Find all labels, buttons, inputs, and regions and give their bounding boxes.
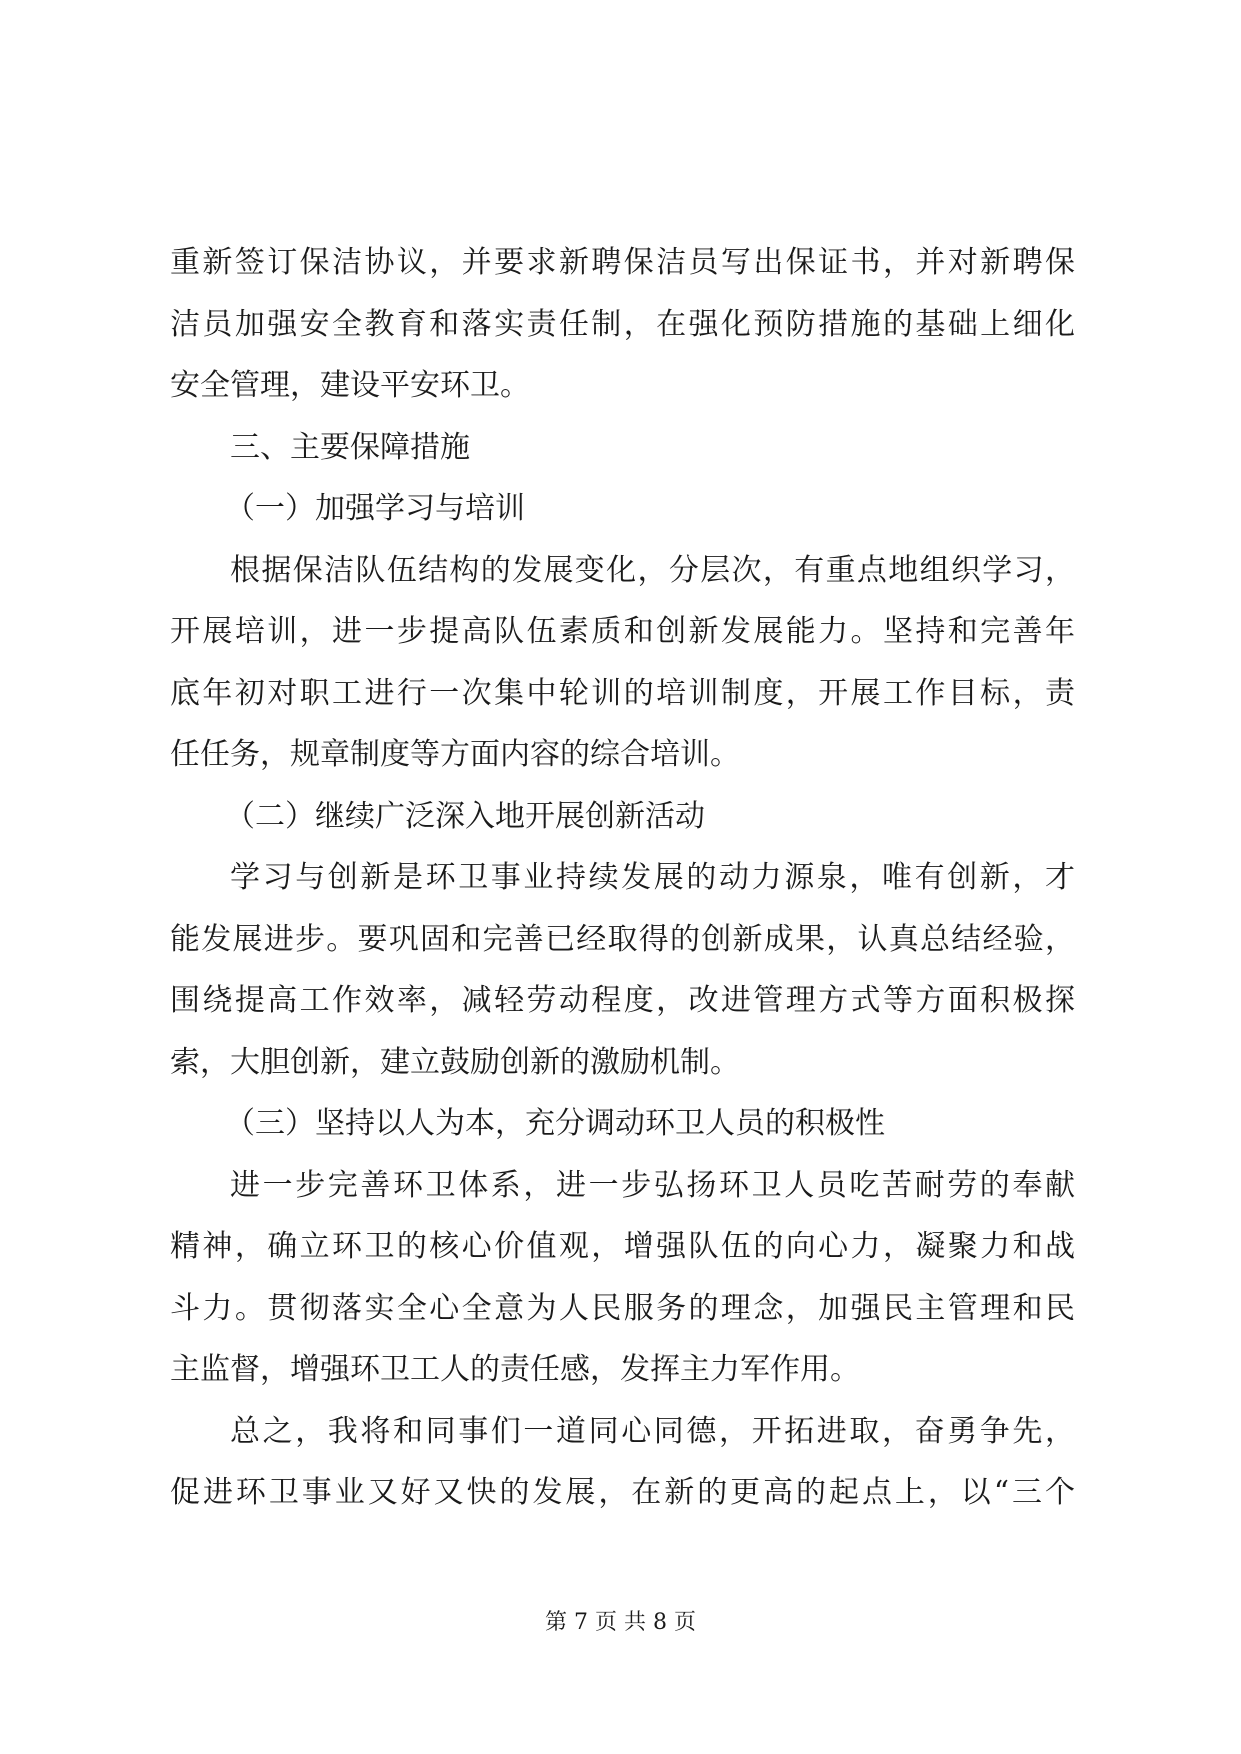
text-line: 总之，我将和同事们一道同心同德，开拓进取，奋勇争先， bbox=[230, 1413, 1075, 1449]
text-line: 索，大胆创新，建立鼓励创新的激励机制。 bbox=[170, 1044, 740, 1080]
text-line: 精神，确立环卫的核心价值观，增强队伍的向心力，凝聚力和战 bbox=[170, 1229, 1075, 1264]
text-line: 能发展进步。要巩固和完善已经取得的创新成果，认真总结经验， bbox=[170, 921, 1075, 957]
text-line: 底年初对职工进行一次集中轮训的培训制度，开展工作目标，责 bbox=[170, 675, 1075, 711]
text-line: 促进环卫事业又好又快的发展，在新的更高的起点上，以“三个 bbox=[170, 1475, 1075, 1510]
subsection-heading: （二）继续广泛深入地开展创新活动 bbox=[225, 798, 705, 834]
section-heading: 三、主要保障措施 bbox=[230, 429, 470, 465]
text-line: 开展培训，进一步提高队伍素质和创新发展能力。坚持和完善年 bbox=[170, 614, 1075, 649]
text-line: 主监督，增强环卫工人的责任感，发挥主力军作用。 bbox=[170, 1352, 860, 1387]
text-line: 斗力。贯彻落实全心全意为人民服务的理念，加强民主管理和民 bbox=[170, 1290, 1075, 1326]
page-footer: 第 7 页 共 8 页 bbox=[545, 1610, 696, 1635]
text-line: 围绕提高工作效率，减轻劳动程度，改进管理方式等方面积极探 bbox=[170, 983, 1075, 1018]
subsection-heading: （一）加强学习与培训 bbox=[225, 491, 525, 526]
body-text bbox=[170, 232, 1075, 1524]
text-line: 根据保洁队伍结构的发展变化，分层次，有重点地组织学习， bbox=[230, 552, 1075, 588]
text-line: 重新签订保洁协议，并要求新聘保洁员写出保证书，并对新聘保 bbox=[170, 245, 1075, 280]
text-line: 学习与创新是环卫事业持续发展的动力源泉，唯有创新，才 bbox=[230, 860, 1075, 895]
subsection-heading: （三）坚持以人为本，充分调动环卫人员的积极性 bbox=[225, 1106, 885, 1141]
text-line: 安全管理，建设平安环卫。 bbox=[170, 368, 530, 403]
text-line: 进一步完善环卫体系，进一步弘扬环卫人员吃苦耐劳的奉献 bbox=[230, 1167, 1075, 1203]
text-line: 任任务，规章制度等方面内容的综合培训。 bbox=[170, 737, 740, 772]
text-line: 洁员加强安全教育和落实责任制，在强化预防措施的基础上细化 bbox=[170, 306, 1075, 342]
